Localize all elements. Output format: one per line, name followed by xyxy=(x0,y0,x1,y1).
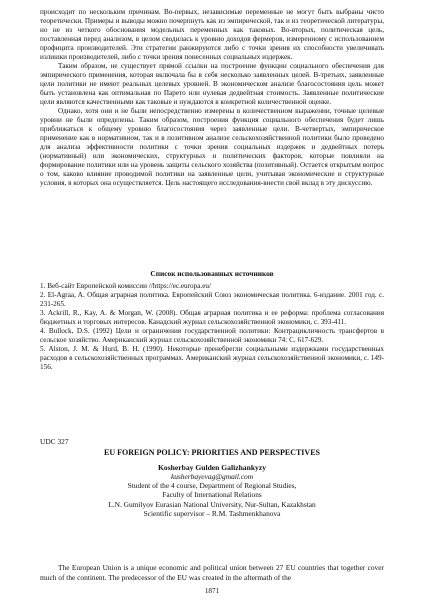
article-header xyxy=(40,437,384,518)
body-paragraph-1: происходит по нескольким причинам. Во-первых, независимые переменные не могут быть выбраны чисто теоретически. Примеры и выводы можно почерпнуть как из эмпирической, так и из теоретической литературы, но не из четкого обоснования модельных переменных как таковых. Во-вторых, политическая цель, поставленная перед анализом, в целом сводилась к уровню доходов фермеров, измеренному с использованием профицита производителей. Эти стратегии ранжируются либо с точки зрения их способности увеличивать излишки производителей, либо с точки зрения понесенных социальных издержек. xyxy=(40,8,384,61)
abstract-section xyxy=(40,563,384,582)
body-paragraph-3: Однако, хотя они и не были непосредственно измерены в количественном выражении, точные целевые уровни не были определены. Таким образом, построения функция социального обеспечения будет лишь приближаться к общему уровню благосостояния через заявленные цели. В-четвертых, эмпирическое применение как в нормативном, так и в позитивном анализе сельскохозяйственной политики было проведено для анализа эффективности политики с точки зрения социальных издержек и дедвейтных потерь (нормативный) или экономических, структурных и политических факторов, которые повлияли на формирование политики или на уровень защиты сельского хозяйства (позитивный). Остается открытым вопрос о том, каково влияние проводимой политики на заявленные цели, учитывая экономические и структурные условия, в которых она осуществляется. Цель настоящего исследования-внести свой вклад в эту дискуссию. xyxy=(40,107,384,187)
references-title: Список использованных источников xyxy=(150,269,274,278)
affiliation-line: L.N. Gumilyov Eurasian National University, Nur-Sultan, Kazakhstan xyxy=(108,499,316,509)
supervisor-line: Scientific supervisor – R.M. Tashmenkhanova xyxy=(143,508,281,518)
reference-item: 5. Alston, J. M. & Hurd, B. H. (1990). Некоторые пренебрегли социальными издержками государственных расходов в сельскохозяйственных программах. Американский журнал сельскохозяйственной экономики, с. 149-156. xyxy=(40,345,384,371)
udc-code: UDC 327 xyxy=(40,437,69,446)
article-title: EU FOREIGN POLICY: PRIORITIES AND PERSPECTIVES xyxy=(104,448,320,457)
author-email: kusherbayevag@gmail.com xyxy=(170,472,254,481)
author-name: Kosherbay Gulden Galizhankyzy xyxy=(157,463,267,472)
references-section xyxy=(40,269,384,372)
page-number: 1871 xyxy=(204,587,220,595)
reference-item: 1. Веб-сайт Европейской комиссии //https://ec.europa.eu/ xyxy=(40,282,212,290)
affiliation-line: Student of the 4 course, Department of Regional Studies, xyxy=(127,481,297,491)
affiliation-line: Faculty of International Relations xyxy=(162,490,262,500)
body-text xyxy=(40,8,384,188)
body-paragraph-2: Таким образом, не существует прямой ссылки на построение функции социального обеспечения для эмпирического применения, которая включала бы в себя несколько заявленных целей. В-третьих, заявленные цели политики не имеют реальных целевых уровней. В экономическом анализе благосостояния цель может быть установлена как оптимальная по Парето или нулевая дедвейтная стоимость. Заявленные политические цели являются качественными как таковые и нуждаются в конкретной количественной оценке. xyxy=(40,62,384,106)
abstract-text: The European Union is a unique economic and political union between 27 EU countries that together cover much of the continent. The predecessor of the EU was created in the aftermath of the xyxy=(40,563,384,582)
reference-item: 3. Ackrill, R., Kay, A. & Morgan, W. (2008). Общая аграрная политика и ее реформа: проблема согласования бюджетных и торговых интересов. Канадский журнал сельскохозяйственной экономики, с. 393-411. xyxy=(40,309,384,326)
reference-item: 2. El-Agraa, A. Общая аграрная политика. Европейский Союз экономическая политика. 6-издание. 2001 год. с. 231-265. xyxy=(40,291,384,308)
reference-item: 4. Bullock, D.S. (1992) Цели и ограничения государственной политики: Контрацикличность трансфертов в сельское хозяйство. Американский журнал сельскохозяйственной экономики 74: С. 617-629. xyxy=(40,327,384,344)
